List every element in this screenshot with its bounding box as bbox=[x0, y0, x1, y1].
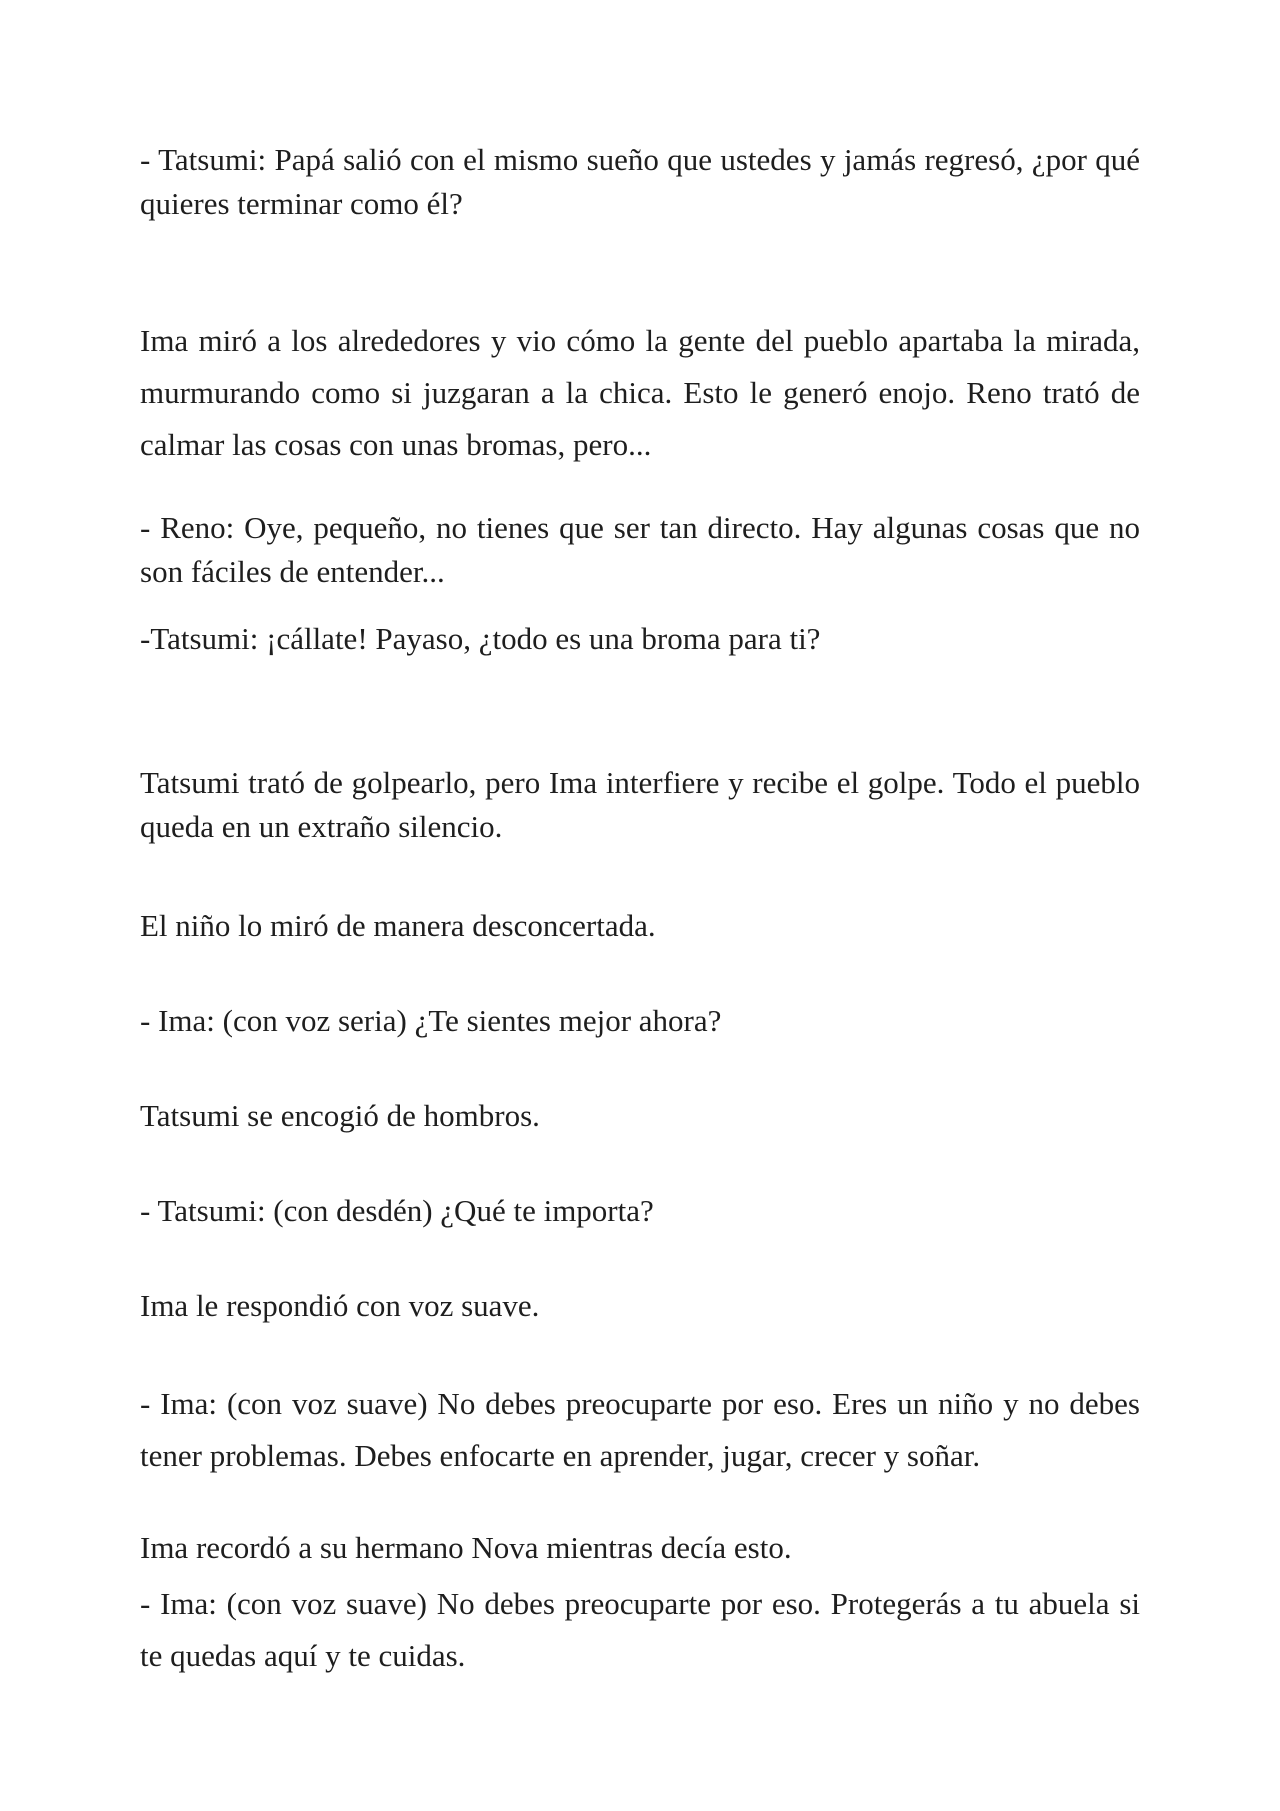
paragraph-narration-1: Ima miró a los alrededores y vio cómo la gente del pueblo apartaba la mirada, murmurando como si juzgaran a la chica. Esto le generó enojo. Reno trató de calmar las cosas con unas bromas, pero... bbox=[140, 323, 1140, 462]
paragraph-narration-5: Ima le respondió con voz suave. bbox=[140, 1288, 540, 1323]
paragraph-tatsumi-dialogue-3: - Tatsumi: (con desdén) ¿Qué te importa? bbox=[140, 1193, 654, 1228]
paragraph-narration-3: El niño lo miró de manera desconcertada. bbox=[140, 908, 656, 943]
paragraph-tatsumi-dialogue-1: - Tatsumi: Papá salió con el mismo sueño que ustedes y jamás regresó, ¿por qué quieres terminar como él? bbox=[140, 142, 1140, 221]
paragraph-tatsumi-dialogue-2: -Tatsumi: ¡cállate! Payaso, ¿todo es una broma para ti? bbox=[140, 621, 821, 656]
paragraph-narration-4: Tatsumi se encogió de hombros. bbox=[140, 1098, 540, 1133]
paragraph-ima-dialogue-2: - Ima: (con voz suave) No debes preocuparte por eso. Eres un niño y no debes tener problemas. Debes enfocarte en aprender, jugar, crecer y soñar. bbox=[140, 1386, 1140, 1473]
paragraph-ima-dialogue-1: - Ima: (con voz seria) ¿Te sientes mejor ahora? bbox=[140, 1003, 722, 1038]
paragraph-narration-2: Tatsumi trató de golpearlo, pero Ima interfiere y recibe el golpe. Todo el pueblo queda en un extraño silencio. bbox=[140, 765, 1140, 844]
paragraph-reno-dialogue: - Reno: Oye, pequeño, no tienes que ser tan directo. Hay algunas cosas que no son fáciles de entender... bbox=[140, 510, 1140, 589]
paragraph-narration-6: Ima recordó a su hermano Nova mientras decía esto. bbox=[140, 1530, 792, 1565]
paragraph-ima-dialogue-3: - Ima: (con voz suave) No debes preocuparte por eso. Protegerás a tu abuela si te quedas aquí y te cuidas. bbox=[140, 1586, 1140, 1673]
